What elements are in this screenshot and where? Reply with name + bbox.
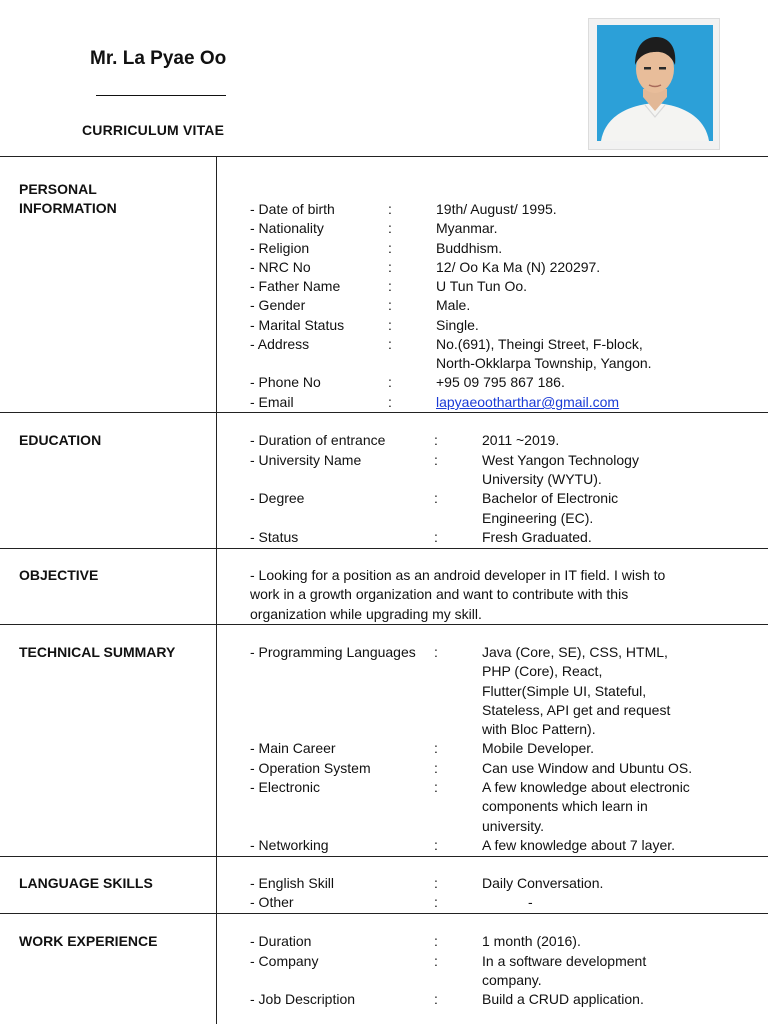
field-label: - Religion bbox=[250, 240, 310, 256]
field-value: Buddhism. bbox=[436, 240, 503, 256]
field-colon: : bbox=[434, 644, 438, 660]
objective-line: - Looking for a position as an android developer in IT field. I wish to bbox=[250, 567, 666, 583]
field-colon: : bbox=[434, 953, 438, 969]
field-value: +95 09 795 867 186. bbox=[436, 374, 565, 390]
name-underline-divider bbox=[96, 95, 226, 96]
section-title-work: WORK EXPERIENCE bbox=[19, 933, 158, 949]
section-divider bbox=[0, 913, 768, 914]
field-label: - Date of birth bbox=[250, 201, 335, 217]
field-colon: : bbox=[388, 374, 392, 390]
field-colon: : bbox=[434, 529, 438, 545]
field-label: - NRC No bbox=[250, 259, 311, 275]
field-value: Java (Core, SE), CSS, HTML, bbox=[482, 644, 668, 660]
field-label: - Phone No bbox=[250, 374, 321, 390]
field-value: North-Okklarpa Township, Yangon. bbox=[436, 355, 652, 371]
field-value: 19th/ August/ 1995. bbox=[436, 201, 557, 217]
section-title-objective: OBJECTIVE bbox=[19, 567, 99, 583]
field-colon: : bbox=[434, 740, 438, 756]
field-value: university. bbox=[482, 818, 544, 834]
section-title-line: PERSONAL bbox=[19, 181, 97, 197]
field-value: West Yangon Technology bbox=[482, 452, 639, 468]
field-value: No.(691), Theingi Street, F-block, bbox=[436, 336, 643, 352]
person-portrait-icon bbox=[597, 25, 713, 141]
section-divider bbox=[0, 624, 768, 625]
field-colon: : bbox=[388, 220, 392, 236]
objective-text bbox=[250, 566, 730, 624]
field-label: - Electronic bbox=[250, 779, 321, 795]
profile-photo-frame bbox=[588, 18, 720, 150]
field-label: - Duration bbox=[250, 933, 312, 949]
field-value: with Bloc Pattern). bbox=[482, 721, 596, 737]
section-title-personal bbox=[19, 180, 117, 218]
section-title-technical: TECHNICAL SUMMARY bbox=[19, 644, 176, 660]
section-divider bbox=[0, 412, 768, 413]
field-value: A few knowledge about 7 layer. bbox=[482, 837, 676, 853]
field-value: Flutter(Simple UI, Stateful, bbox=[482, 683, 647, 699]
field-colon: : bbox=[434, 452, 438, 468]
field-value: Build a CRUD application. bbox=[482, 991, 644, 1007]
field-label: - Email bbox=[250, 394, 294, 410]
field-value: PHP (Core), React, bbox=[482, 663, 603, 679]
field-value: Daily Conversation. bbox=[482, 875, 604, 891]
field-colon: : bbox=[388, 317, 392, 333]
field-colon: : bbox=[434, 933, 438, 949]
field-colon: : bbox=[388, 297, 392, 313]
field-value: Stateless, API get and request bbox=[482, 702, 671, 718]
field-value: In a software development bbox=[482, 953, 647, 969]
field-label: - Marital Status bbox=[250, 317, 345, 333]
field-label: - Operation System bbox=[250, 760, 371, 776]
field-value: components which learn in bbox=[482, 798, 648, 814]
field-label: - Other bbox=[250, 894, 294, 910]
field-label: - Father Name bbox=[250, 278, 341, 294]
section-divider bbox=[0, 548, 768, 549]
field-colon: : bbox=[388, 278, 392, 294]
field-value: Male. bbox=[436, 297, 471, 313]
field-value: U Tun Tun Oo. bbox=[436, 278, 528, 294]
field-value: Engineering (EC). bbox=[482, 510, 594, 526]
field-label: - Degree bbox=[250, 490, 305, 506]
field-value: - bbox=[528, 894, 533, 910]
field-colon: : bbox=[388, 394, 392, 410]
field-value: Fresh Graduated. bbox=[482, 529, 592, 545]
cv-title: CURRICULUM VITAE bbox=[82, 122, 225, 138]
profile-photo bbox=[597, 25, 713, 141]
field-colon: : bbox=[388, 240, 392, 256]
field-value: company. bbox=[482, 972, 542, 988]
field-label: - Address bbox=[250, 336, 310, 352]
field-label: - University Name bbox=[250, 452, 362, 468]
field-value: A few knowledge about electronic bbox=[482, 779, 690, 795]
field-colon: : bbox=[434, 991, 438, 1007]
field-value: Single. bbox=[436, 317, 479, 333]
field-label: - Gender bbox=[250, 297, 306, 313]
field-colon: : bbox=[434, 490, 438, 506]
field-label: - Networking bbox=[250, 837, 329, 853]
section-title-line: INFORMATION bbox=[19, 200, 117, 216]
field-colon: : bbox=[434, 875, 438, 891]
candidate-name: Mr. La Pyae Oo bbox=[90, 48, 227, 69]
section-divider bbox=[0, 156, 768, 157]
field-colon: : bbox=[434, 894, 438, 910]
field-colon: : bbox=[388, 336, 392, 352]
field-label: - Status bbox=[250, 529, 299, 545]
column-divider bbox=[216, 156, 217, 1024]
field-colon: : bbox=[388, 259, 392, 275]
email-link[interactable]: lapyaeootharthar@gmail.com bbox=[436, 394, 620, 410]
field-label: - Duration of entrance bbox=[250, 432, 386, 448]
objective-line: organization while upgrading my skill. bbox=[250, 605, 482, 622]
field-label: - Programming Languages bbox=[250, 644, 416, 660]
field-value: 12/ Oo Ka Ma (N) 220297. bbox=[436, 259, 601, 275]
section-title-education: EDUCATION bbox=[19, 432, 102, 448]
field-value: Can use Window and Ubuntu OS. bbox=[482, 760, 693, 776]
field-colon: : bbox=[388, 201, 392, 217]
section-divider bbox=[0, 856, 768, 857]
field-value: University (WYTU). bbox=[482, 471, 602, 487]
field-label: - Company bbox=[250, 953, 319, 969]
field-colon: : bbox=[434, 432, 438, 448]
field-label: - Main Career bbox=[250, 740, 336, 756]
field-label: - Job Description bbox=[250, 991, 356, 1007]
field-colon: : bbox=[434, 760, 438, 776]
objective-line: work in a growth organization and want to contribute with this bbox=[250, 586, 629, 603]
field-value: Bachelor of Electronic bbox=[482, 490, 619, 506]
field-value: 1 month (2016). bbox=[482, 933, 581, 949]
field-value: Mobile Developer. bbox=[482, 740, 595, 756]
field-value: 2011 ~2019. bbox=[482, 432, 560, 448]
field-label: - English Skill bbox=[250, 875, 335, 891]
field-label: - Nationality bbox=[250, 220, 324, 236]
field-value: Myanmar. bbox=[436, 220, 498, 236]
section-title-language: LANGUAGE SKILLS bbox=[19, 875, 153, 891]
field-colon: : bbox=[434, 779, 438, 795]
field-colon: : bbox=[434, 837, 438, 853]
